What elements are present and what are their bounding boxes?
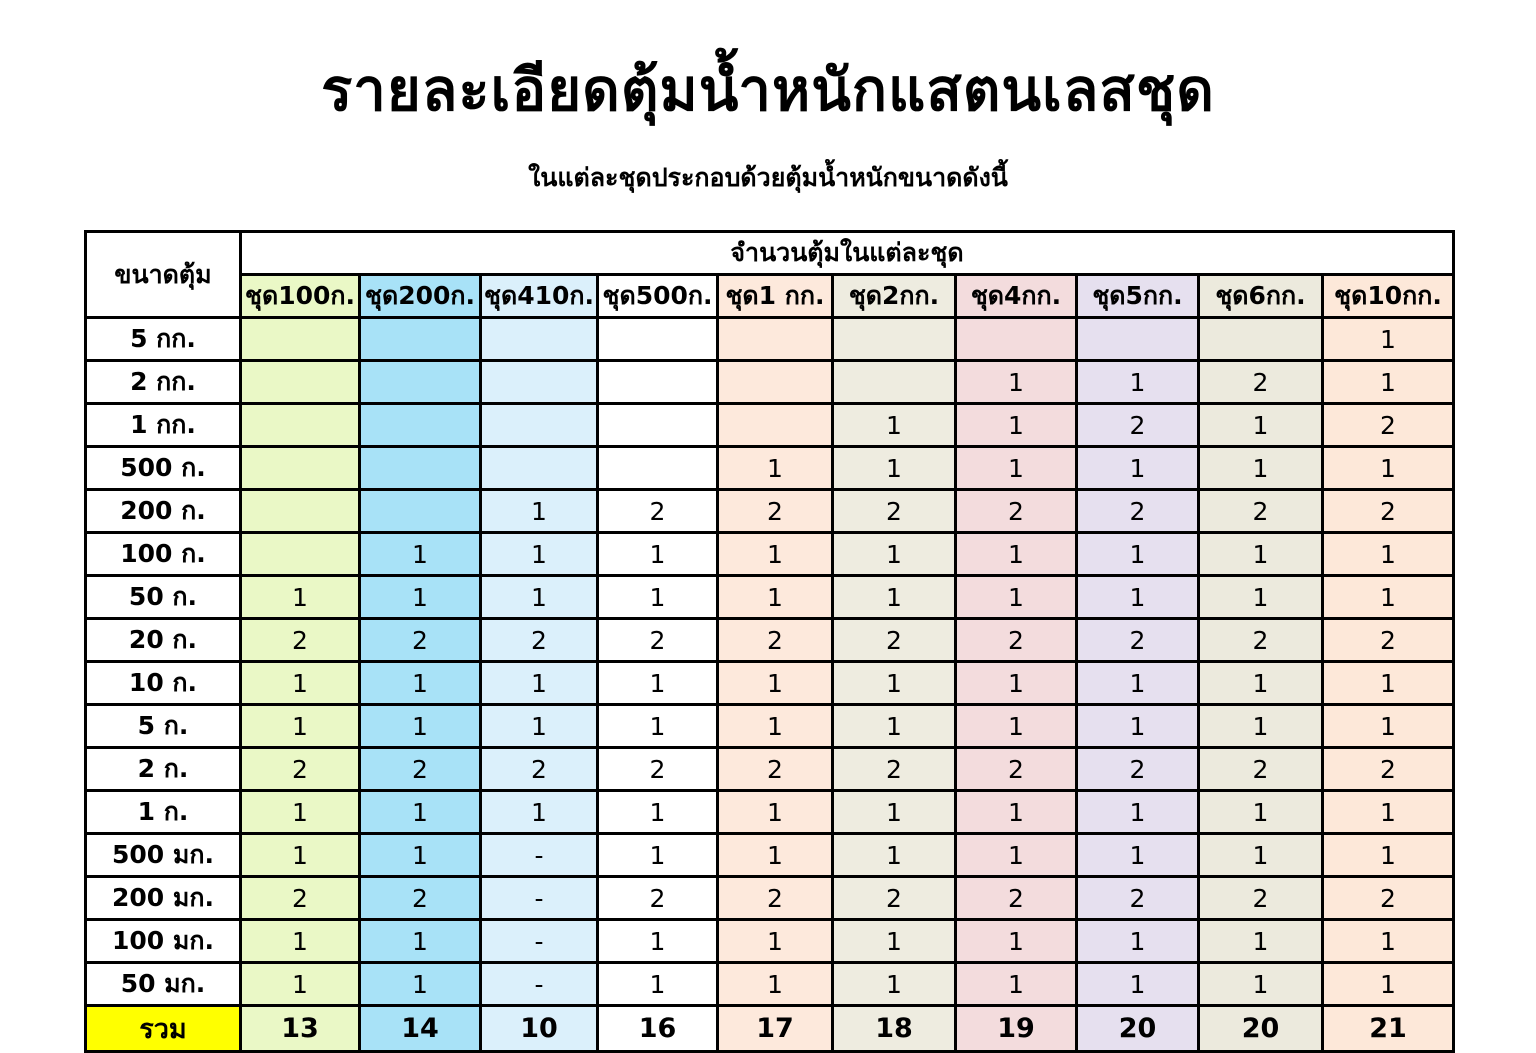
table-row — [86, 490, 1454, 533]
quantity-cell — [360, 447, 481, 490]
total-cell: 18 — [833, 1006, 956, 1052]
quantity-cell: 1 — [1323, 533, 1454, 576]
quantity-cell — [718, 318, 833, 361]
quantity-cell: 2 — [1323, 404, 1454, 447]
set-header: ชุด410ก. — [481, 275, 598, 318]
quantity-cell — [481, 361, 598, 404]
quantity-cell: 1 — [1323, 705, 1454, 748]
quantity-cell: 1 — [360, 963, 481, 1006]
quantity-cell: 2 — [360, 877, 481, 920]
weight-size-label: 2 ก. — [86, 748, 241, 791]
quantity-cell: 1 — [241, 791, 360, 834]
weight-size-label: 50 ก. — [86, 576, 241, 619]
quantity-cell: 1 — [360, 576, 481, 619]
quantity-cell: 1 — [1323, 791, 1454, 834]
quantity-cell: - — [481, 834, 598, 877]
quantity-cell — [956, 318, 1077, 361]
quantity-cell: 1 — [718, 533, 833, 576]
quantity-cell: 1 — [833, 447, 956, 490]
quantity-cell — [833, 318, 956, 361]
quantity-cell: 1 — [833, 576, 956, 619]
quantity-cell: 2 — [956, 490, 1077, 533]
quantity-cell: 1 — [718, 576, 833, 619]
quantity-cell: 1 — [360, 920, 481, 963]
quantity-cell: 2 — [956, 619, 1077, 662]
quantity-cell: - — [481, 963, 598, 1006]
quantity-cell: 1 — [598, 533, 718, 576]
table-row — [86, 619, 1454, 662]
quantity-cell: 1 — [1323, 662, 1454, 705]
set-header-row — [86, 275, 1454, 318]
quantity-cell: 2 — [598, 619, 718, 662]
quantity-cell: 2 — [360, 748, 481, 791]
quantity-cell: 2 — [1323, 748, 1454, 791]
quantity-cell — [360, 361, 481, 404]
quantity-cell: 2 — [241, 748, 360, 791]
set-header: ชุด500ก. — [598, 275, 718, 318]
quantity-cell — [481, 404, 598, 447]
quantity-cell: 1 — [956, 662, 1077, 705]
quantity-cell: 2 — [1077, 877, 1199, 920]
weight-size-label: 1 กก. — [86, 404, 241, 447]
quantity-cell: 2 — [833, 490, 956, 533]
weight-size-label: 10 ก. — [86, 662, 241, 705]
quantity-cell: 1 — [1077, 963, 1199, 1006]
weight-size-label: 20 ก. — [86, 619, 241, 662]
quantity-cell — [241, 318, 360, 361]
page-title: รายละเอียดตุ้มน้ำหนักแสตนเลสชุด — [321, 56, 1215, 124]
quantity-cell: 2 — [598, 748, 718, 791]
quantity-cell: 2 — [1077, 619, 1199, 662]
quantity-cell: 2 — [1323, 877, 1454, 920]
quantity-cell: 1 — [1199, 705, 1323, 748]
quantity-cell — [360, 404, 481, 447]
quantity-cell: 1 — [718, 791, 833, 834]
set-header: ชุด10กก. — [1323, 275, 1454, 318]
quantity-cell: 1 — [1199, 662, 1323, 705]
total-cell: 20 — [1077, 1006, 1199, 1052]
quantity-cell: 1 — [833, 834, 956, 877]
quantity-cell: 1 — [1323, 447, 1454, 490]
quantity-cell: 2 — [718, 490, 833, 533]
quantity-cell — [598, 361, 718, 404]
quantity-cell: 1 — [1077, 920, 1199, 963]
quantity-cell: 1 — [718, 705, 833, 748]
set-header: ชุด1 กก. — [718, 275, 833, 318]
quantity-cell: 2 — [241, 619, 360, 662]
quantity-cell: 1 — [833, 404, 956, 447]
quantity-cell — [481, 447, 598, 490]
quantity-cell: 1 — [1199, 404, 1323, 447]
quantity-cell: - — [481, 920, 598, 963]
table-row — [86, 791, 1454, 834]
set-header: ชุด2กก. — [833, 275, 956, 318]
table-row — [86, 361, 1454, 404]
weight-size-label: 5 กก. — [86, 318, 241, 361]
quantity-cell: 1 — [1323, 834, 1454, 877]
quantity-cell: 1 — [1077, 791, 1199, 834]
table-row — [86, 447, 1454, 490]
quantity-cell: 1 — [481, 662, 598, 705]
total-cell: 13 — [241, 1006, 360, 1052]
quantity-cell — [1199, 318, 1323, 361]
quantity-cell: 2 — [1199, 748, 1323, 791]
quantity-cell — [598, 318, 718, 361]
weight-size-label: 2 กก. — [86, 361, 241, 404]
quantity-cell — [241, 447, 360, 490]
quantity-cell: 1 — [360, 662, 481, 705]
total-row — [86, 1006, 1454, 1052]
quantity-cell: 1 — [1077, 576, 1199, 619]
quantity-cell: 1 — [598, 662, 718, 705]
set-header: ชุด200ก. — [360, 275, 481, 318]
quantity-cell: 1 — [1323, 318, 1454, 361]
weight-size-label: 50 มก. — [86, 963, 241, 1006]
quantity-cell: - — [481, 877, 598, 920]
quantity-cell: 2 — [956, 877, 1077, 920]
table-row — [86, 920, 1454, 963]
total-cell: 21 — [1323, 1006, 1454, 1052]
quantity-cell: 1 — [598, 834, 718, 877]
quantity-cell: 1 — [1077, 533, 1199, 576]
quantity-cell — [1077, 318, 1199, 361]
quantity-cell — [481, 318, 598, 361]
quantity-cell: 1 — [1199, 920, 1323, 963]
table-row — [86, 318, 1454, 361]
table-row — [86, 662, 1454, 705]
quantity-cell: 1 — [1323, 963, 1454, 1006]
quantity-cell: 2 — [598, 490, 718, 533]
quantity-cell: 2 — [718, 877, 833, 920]
quantity-cell: 1 — [956, 963, 1077, 1006]
quantity-cell: 1 — [718, 834, 833, 877]
quantity-cell: 1 — [481, 705, 598, 748]
quantity-cell: 1 — [1077, 361, 1199, 404]
quantity-cell: 1 — [956, 705, 1077, 748]
quantity-cell: 1 — [481, 490, 598, 533]
quantity-cell: 1 — [1199, 834, 1323, 877]
quantity-cell: 1 — [1323, 361, 1454, 404]
quantity-cell: 1 — [833, 705, 956, 748]
quantity-cell: 1 — [718, 662, 833, 705]
quantity-cell: 1 — [1199, 963, 1323, 1006]
weight-size-label: 200 ก. — [86, 490, 241, 533]
total-cell: 19 — [956, 1006, 1077, 1052]
set-header: ชุด6กก. — [1199, 275, 1323, 318]
quantity-cell: 1 — [360, 834, 481, 877]
quantity-cell: 2 — [1077, 404, 1199, 447]
quantity-cell: 1 — [481, 533, 598, 576]
quantity-cell — [241, 404, 360, 447]
quantity-cell: 1 — [241, 834, 360, 877]
quantity-cell: 2 — [718, 619, 833, 662]
quantity-cell: 2 — [833, 619, 956, 662]
quantity-cell: 2 — [1077, 490, 1199, 533]
quantity-cell: 2 — [481, 619, 598, 662]
quantity-cell: 1 — [956, 791, 1077, 834]
quantity-cell: 1 — [956, 920, 1077, 963]
quantity-cell: 1 — [956, 533, 1077, 576]
quantity-cell: 1 — [718, 963, 833, 1006]
quantity-cell: 1 — [1199, 791, 1323, 834]
quantity-cell — [833, 361, 956, 404]
quantity-cell — [241, 490, 360, 533]
set-header: ชุด5กก. — [1077, 275, 1199, 318]
quantity-cell: 1 — [833, 791, 956, 834]
quantity-cell — [241, 533, 360, 576]
weight-size-label: 1 ก. — [86, 791, 241, 834]
quantity-cell — [360, 318, 481, 361]
quantity-cell: 1 — [956, 576, 1077, 619]
quantity-cell: 2 — [1199, 877, 1323, 920]
quantity-cell: 2 — [1199, 361, 1323, 404]
quantity-cell — [360, 490, 481, 533]
quantity-cell: 1 — [1199, 447, 1323, 490]
quantity-cell: 1 — [833, 662, 956, 705]
table-row — [86, 705, 1454, 748]
quantity-cell: 2 — [1199, 490, 1323, 533]
table-body — [86, 318, 1454, 1052]
quantity-cell: 1 — [833, 533, 956, 576]
quantity-cell: 2 — [1323, 619, 1454, 662]
quantity-cell — [598, 404, 718, 447]
quantity-cell: 1 — [1077, 447, 1199, 490]
quantity-cell — [718, 361, 833, 404]
quantity-cell: 2 — [360, 619, 481, 662]
quantity-cell — [241, 361, 360, 404]
weight-size-label: 200 มก. — [86, 877, 241, 920]
quantity-cell: 2 — [481, 748, 598, 791]
quantity-cell: 1 — [1323, 920, 1454, 963]
quantity-cell: 1 — [956, 834, 1077, 877]
table-row — [86, 404, 1454, 447]
quantity-cell: 1 — [598, 791, 718, 834]
quantity-cell: 1 — [481, 576, 598, 619]
weights-table — [84, 230, 1455, 1053]
table-row — [86, 963, 1454, 1006]
quantity-cell: 1 — [360, 533, 481, 576]
size-column-header: ขนาดตุ้ม — [86, 232, 241, 318]
quantity-cell: 1 — [360, 791, 481, 834]
quantity-cell: 2 — [1323, 490, 1454, 533]
quantity-cell: 1 — [360, 705, 481, 748]
quantity-cell: 1 — [718, 920, 833, 963]
quantity-cell: 1 — [481, 791, 598, 834]
table-row — [86, 877, 1454, 920]
weight-size-label: 100 ก. — [86, 533, 241, 576]
quantity-cell: 1 — [598, 705, 718, 748]
total-label: รวม — [86, 1006, 241, 1052]
quantity-cell: 1 — [598, 963, 718, 1006]
quantity-cell: 2 — [718, 748, 833, 791]
quantity-cell: 1 — [1077, 662, 1199, 705]
quantity-cell — [718, 404, 833, 447]
table-row — [86, 576, 1454, 619]
quantity-cell: 1 — [598, 920, 718, 963]
quantity-cell: 1 — [1323, 576, 1454, 619]
quantity-cell: 1 — [1199, 576, 1323, 619]
quantity-cell: 1 — [956, 447, 1077, 490]
total-cell: 14 — [360, 1006, 481, 1052]
quantity-cell: 1 — [1077, 834, 1199, 877]
weight-size-label: 500 มก. — [86, 834, 241, 877]
quantity-cell: 1 — [241, 576, 360, 619]
weight-size-label: 500 ก. — [86, 447, 241, 490]
quantity-cell: 1 — [833, 920, 956, 963]
set-header: ชุด4กก. — [956, 275, 1077, 318]
sets-group-header: จำนวนตุ้มในแต่ละชุด — [241, 232, 1454, 275]
quantity-cell: 2 — [833, 877, 956, 920]
quantity-cell: 2 — [598, 877, 718, 920]
quantity-cell: 2 — [1199, 619, 1323, 662]
quantity-cell: 2 — [956, 748, 1077, 791]
page-subtitle: ในแต่ละชุดประกอบด้วยตุ้มน้ำหนักขนาดดังนี้ — [528, 163, 1008, 192]
quantity-cell: 2 — [1077, 748, 1199, 791]
quantity-cell: 1 — [1077, 705, 1199, 748]
weight-size-label: 100 มก. — [86, 920, 241, 963]
quantity-cell: 1 — [241, 662, 360, 705]
total-cell: 20 — [1199, 1006, 1323, 1052]
quantity-cell: 1 — [956, 404, 1077, 447]
quantity-cell: 1 — [956, 361, 1077, 404]
table-row — [86, 748, 1454, 791]
quantity-cell: 1 — [598, 576, 718, 619]
total-cell: 17 — [718, 1006, 833, 1052]
quantity-cell: 1 — [1199, 533, 1323, 576]
table-row — [86, 834, 1454, 877]
total-cell: 10 — [481, 1006, 598, 1052]
set-header: ชุด100ก. — [241, 275, 360, 318]
quantity-cell — [598, 447, 718, 490]
weight-size-label: 5 ก. — [86, 705, 241, 748]
quantity-cell: 2 — [833, 748, 956, 791]
table-row — [86, 533, 1454, 576]
quantity-cell: 1 — [241, 963, 360, 1006]
quantity-cell: 1 — [241, 920, 360, 963]
quantity-cell: 1 — [833, 963, 956, 1006]
quantity-cell: 2 — [241, 877, 360, 920]
quantity-cell: 1 — [241, 705, 360, 748]
total-cell: 16 — [598, 1006, 718, 1052]
quantity-cell: 1 — [718, 447, 833, 490]
